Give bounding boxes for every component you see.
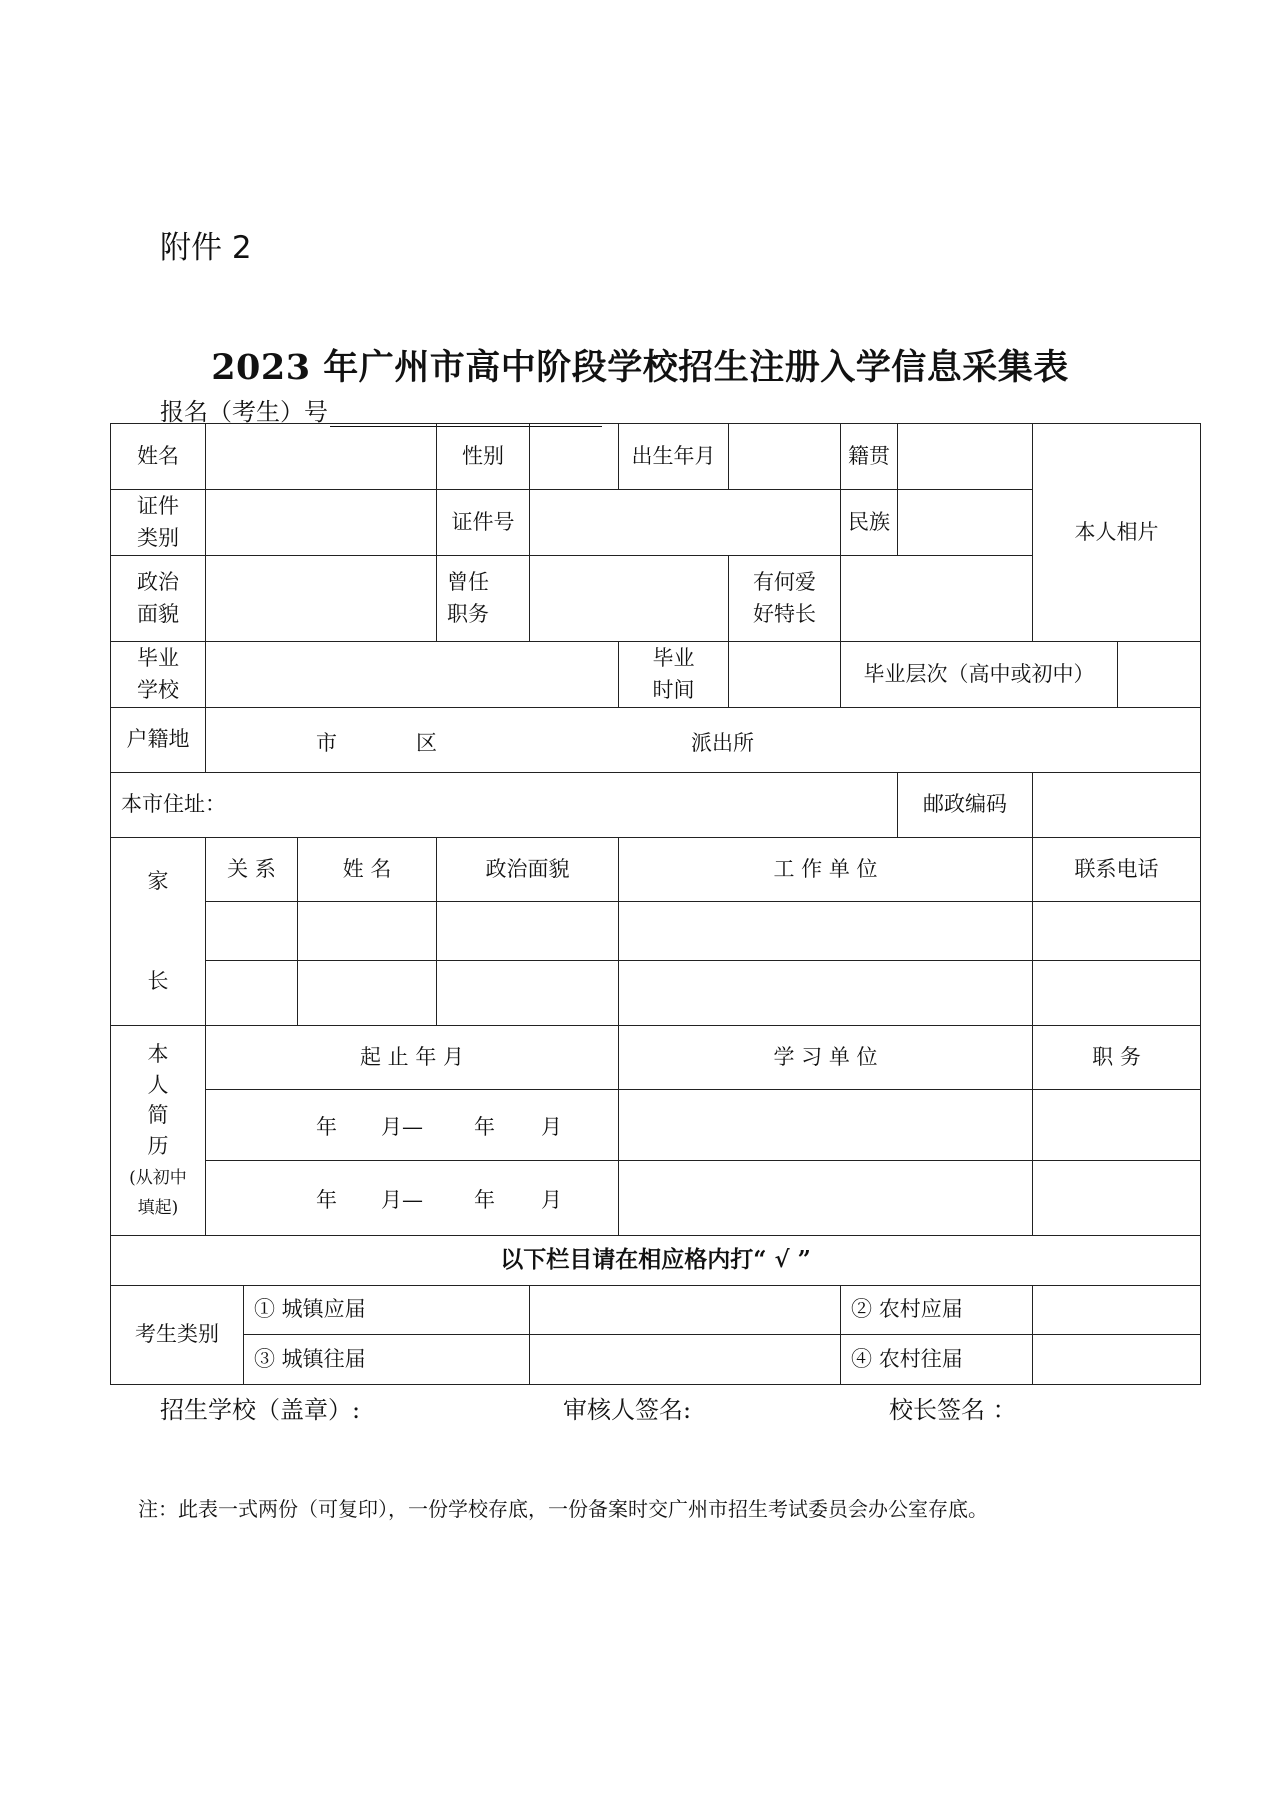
parent-work-unit-cell[interactable] [619, 902, 1033, 961]
former-post-cell[interactable] [530, 556, 729, 642]
parent-row [111, 902, 1201, 961]
candidate-option-rural-previous: ④ 农村往届 [841, 1335, 1033, 1385]
candidate-type-label: 考生类别 [111, 1286, 244, 1385]
resume-period-cell[interactable]: 年 月— 年 月 [206, 1090, 619, 1161]
parent-political-cell[interactable] [437, 961, 619, 1026]
political-label: 政治 面貌 [111, 556, 206, 642]
birth-cell[interactable] [729, 424, 841, 490]
reviewer-signature-label: 审核人签名: [563, 1396, 692, 1424]
parent-political-header: 政治面貌 [437, 838, 619, 902]
parent-row [111, 961, 1201, 1026]
candidate-check-urban-previous[interactable] [530, 1335, 841, 1385]
resume-row [111, 1161, 1201, 1236]
parent-name-header: 姓 名 [298, 838, 437, 902]
candidate-check-rural-current[interactable] [1033, 1286, 1201, 1335]
postcode-cell[interactable] [1033, 773, 1201, 838]
hobbies-label: 有何爱 好特长 [729, 556, 841, 642]
address-cell[interactable] [111, 773, 898, 838]
hukou-city-label: 市 [316, 731, 337, 755]
hukou-police-label: 派出所 [691, 731, 754, 755]
candidate-check-urban-current[interactable] [530, 1286, 841, 1335]
candidate-option-urban-previous: ③ 城镇往届 [244, 1335, 530, 1385]
postcode-label: 邮政编码 [898, 773, 1033, 838]
ethnicity-cell[interactable] [898, 490, 1033, 556]
hukou-district-label: 区 [416, 731, 437, 755]
grad-school-cell[interactable] [206, 642, 619, 708]
resume-post-cell[interactable] [1033, 1161, 1201, 1236]
gender-label: 性别 [437, 424, 530, 490]
native-place-label: 籍贯 [841, 424, 898, 490]
id-number-label: 证件号 [437, 490, 530, 556]
parent-name-cell[interactable] [298, 902, 437, 961]
former-post-label: 曾任 职务 [437, 556, 530, 642]
ethnicity-label: 民族 [841, 490, 898, 556]
id-type-label: 证件 类别 [111, 490, 206, 556]
parent-relation-cell[interactable] [206, 902, 298, 961]
grad-school-label: 毕业 学校 [111, 642, 206, 708]
id-number-cell[interactable] [530, 490, 841, 556]
check-instruction: 以下栏目请在相应格内打“ √ ” [111, 1236, 1201, 1286]
resume-label: 本 人 简 历 (从初中 填起) [111, 1026, 206, 1236]
parent-relation-header: 关 系 [206, 838, 298, 902]
photo-box[interactable]: 本人相片 [1033, 424, 1201, 642]
hukou-label: 户籍地 [111, 708, 206, 773]
resume-unit-cell[interactable] [619, 1161, 1033, 1236]
resume-unit-header: 学 习 单 位 [619, 1026, 1033, 1090]
footnote: 注：此表一式两份（可复印），一份学校存底，一份备案时交广州市招生考试委员会办公室存底。 [138, 1497, 988, 1521]
resume-unit-cell[interactable] [619, 1090, 1033, 1161]
resume-period-header: 起 止 年 月 [206, 1026, 619, 1090]
parent-phone-cell[interactable] [1033, 961, 1201, 1026]
address-label: 本市住址： [121, 792, 226, 817]
grad-level-label: 毕业层次（高中或初中） [841, 642, 1118, 708]
parent-name-cell[interactable] [298, 961, 437, 1026]
parent-phone-cell[interactable] [1033, 902, 1201, 961]
attachment-label: 附件 2 [160, 230, 252, 266]
candidate-check-rural-previous[interactable] [1033, 1335, 1201, 1385]
political-cell[interactable] [206, 556, 437, 642]
parents-label: 家 长 [111, 838, 206, 1026]
hobbies-cell[interactable] [841, 556, 1033, 642]
candidate-option-rural-current: ② 农村应届 [841, 1286, 1033, 1335]
grad-level-cell[interactable] [1118, 642, 1201, 708]
registration-label: 报名（考生）号 [160, 398, 328, 426]
parent-work-unit-cell[interactable] [619, 961, 1033, 1026]
grad-time-label: 毕业 时间 [619, 642, 729, 708]
parent-political-cell[interactable] [437, 902, 619, 961]
parent-phone-header: 联系电话 [1033, 838, 1201, 902]
resume-post-header: 职 务 [1033, 1026, 1201, 1090]
gender-cell[interactable] [530, 424, 619, 490]
hukou-cell[interactable] [206, 708, 1201, 773]
grad-time-cell[interactable] [729, 642, 841, 708]
birth-label: 出生年月 [619, 424, 729, 490]
school-seal-label: 招生学校（盖章）: [160, 1396, 361, 1424]
parent-relation-cell[interactable] [206, 961, 298, 1026]
principal-signature-label: 校长签名 ： [889, 1396, 1017, 1424]
native-place-cell[interactable] [898, 424, 1033, 490]
info-form-table [110, 423, 1201, 1385]
name-label: 姓名 [111, 424, 206, 490]
resume-post-cell[interactable] [1033, 1090, 1201, 1161]
resume-period-cell[interactable]: 年 月— 年 月 [206, 1161, 619, 1236]
form-title: 2023 年广州市高中阶段学校招生注册入学信息采集表 [211, 347, 1069, 388]
candidate-option-urban-current: ① 城镇应届 [244, 1286, 530, 1335]
parent-work-unit-header: 工 作 单 位 [619, 838, 1033, 902]
id-type-cell[interactable] [206, 490, 437, 556]
name-cell[interactable] [206, 424, 437, 490]
registration-number-line [160, 392, 602, 427]
resume-row [111, 1090, 1201, 1161]
